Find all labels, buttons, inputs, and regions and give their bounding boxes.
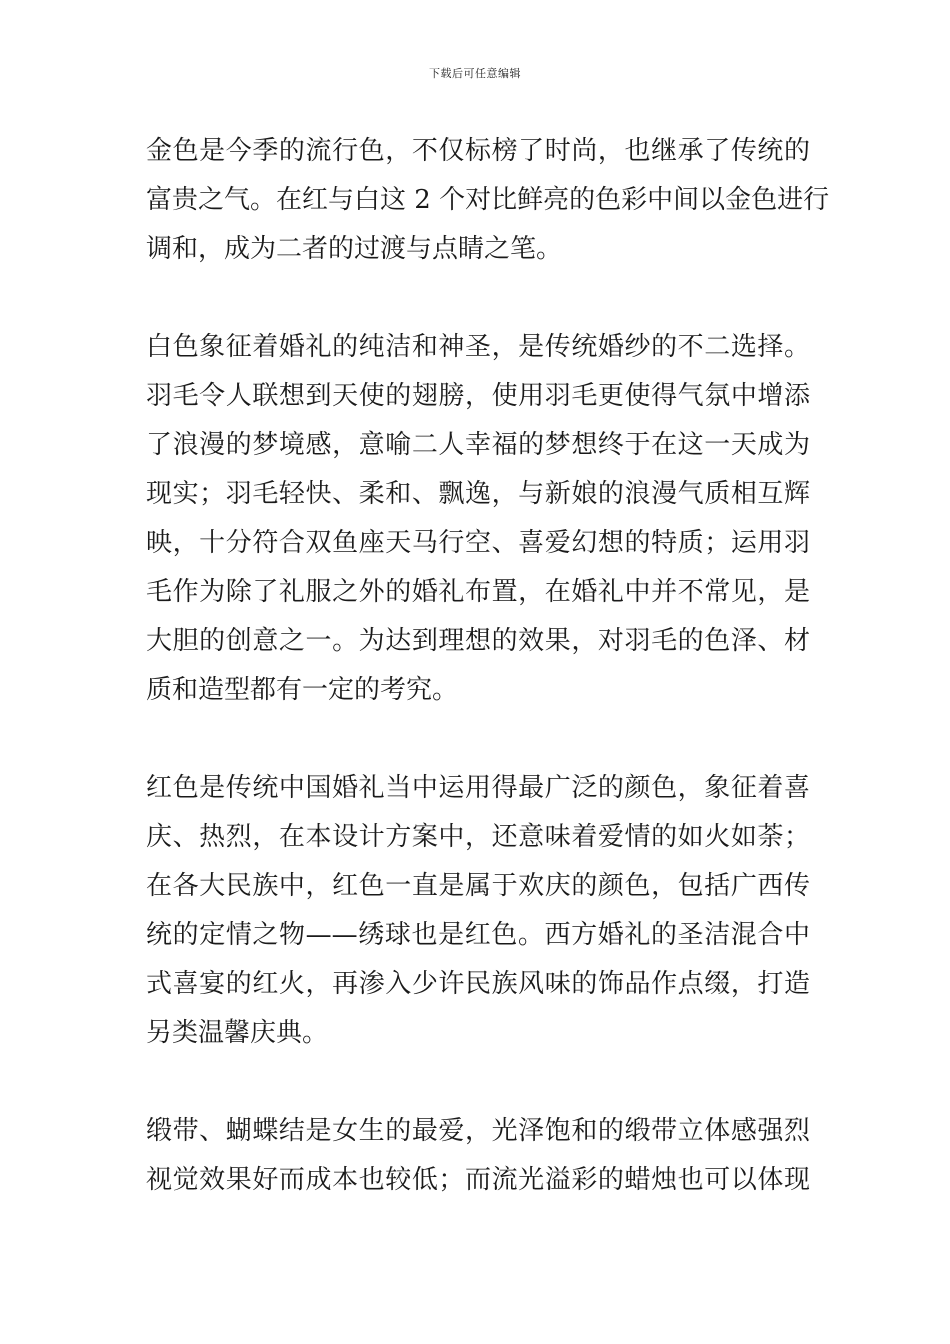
- text-line: 在各大民族中，红色一直是属于欢庆的颜色，包括广西传: [146, 871, 810, 901]
- paragraph-ribbon: [146, 1107, 810, 1205]
- text-line: 庆、热烈，在本设计方案中，还意味着爱情的如火如荼；: [146, 822, 810, 852]
- text-line: 统的定情之物——绣球也是红色。西方婚礼的圣洁混合中: [146, 920, 810, 950]
- text-line: 现实；羽毛轻快、柔和、飘逸，与新娘的浪漫气质相互辉: [146, 479, 810, 509]
- text-line: 另类温馨庆典。: [146, 1018, 329, 1048]
- page-header: 下载后可任意编辑: [429, 67, 521, 80]
- text-line: 毛作为除了礼服之外的婚礼布置，在婚礼中并不常见，是: [146, 577, 810, 607]
- text-line: 金色是今季的流行色，不仅标榜了时尚，也继承了传统的: [146, 136, 810, 166]
- text-line: 缎带、蝴蝶结是女生的最爱，光泽饱和的缎带立体感强烈: [146, 1116, 810, 1146]
- document-body: [146, 127, 830, 1254]
- text-line: 视觉效果好而成本也较低；而流光溢彩的蜡烛也可以体现: [146, 1165, 810, 1195]
- paragraph-white: [146, 323, 810, 715]
- text-line: 了浪漫的梦境感，意喻二人幸福的梦想终于在这一天成为: [146, 430, 810, 460]
- text-line: 羽毛令人联想到天使的翅膀，使用羽毛更使得气氛中增添: [146, 381, 810, 411]
- text-line: 红色是传统中国婚礼当中运用得最广泛的颜色，象征着喜: [146, 773, 810, 803]
- text-line: 式喜宴的红火，再渗入少许民族风味的饰品作点缀，打造: [146, 969, 810, 999]
- paragraph-gold: [146, 127, 830, 274]
- text-line: 富贵之气。在红与白这 2 个对比鲜亮的色彩中间以金色进行: [146, 185, 830, 215]
- text-line: 大胆的创意之一。为达到理想的效果，对羽毛的色泽、材: [146, 626, 810, 656]
- text-line: 映，十分符合双鱼座天马行空、喜爱幻想的特质；运用羽: [146, 528, 810, 558]
- text-line: 调和，成为二者的过渡与点睛之笔。: [146, 234, 563, 264]
- text-line: 质和造型都有一定的考究。: [146, 675, 459, 705]
- paragraph-red: [146, 764, 810, 1058]
- text-line: 白色象征着婚礼的纯洁和神圣，是传统婚纱的不二选择。: [146, 332, 810, 362]
